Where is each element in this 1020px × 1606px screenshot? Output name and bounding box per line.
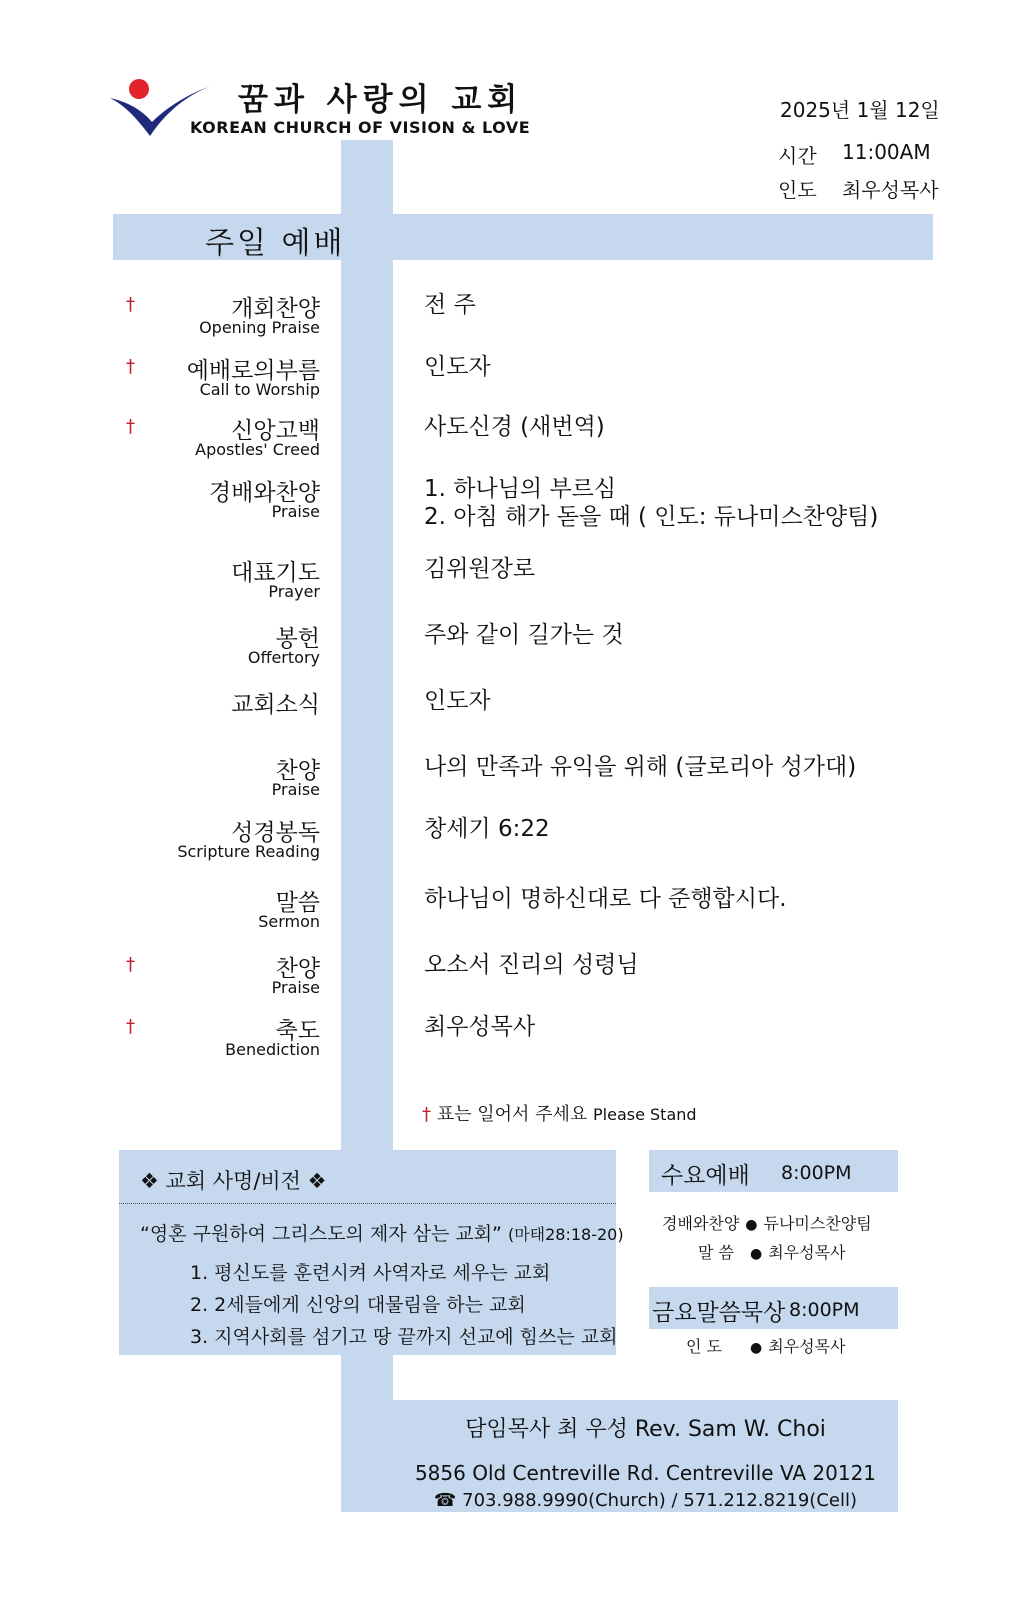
item-title-ko: 신앙고백 [231, 418, 320, 444]
stand-cross-icon: † [126, 294, 135, 315]
church-name-korean: 꿈과 사랑의 교회 [238, 82, 524, 118]
stand-cross-icon: † [126, 356, 135, 377]
item-title-ko: 예배로의부름 [186, 358, 320, 384]
item-title-ko: 개회찬양 [231, 296, 320, 322]
stand-cross-icon: † [126, 954, 135, 975]
church-phone: ☎ 703.988.9990(Church) / 571.212.8219(Cell) [433, 1490, 857, 1511]
item-value: 주와 같이 길가는 것 [424, 622, 624, 648]
item-title-ko: 경배와찬양 [208, 480, 320, 506]
stand-note-ko: 표는 일어서 주세요 [436, 1104, 588, 1125]
item-value: 오소서 진리의 성령님 [424, 952, 639, 978]
item-title-en: Opening Praise [199, 318, 320, 337]
mission-quote [140, 1219, 624, 1246]
item-title-ko: 축도 [275, 1018, 320, 1044]
item-title-en: Praise [271, 780, 320, 799]
item-title-en: Sermon [258, 912, 320, 931]
stand-cross-icon: † [126, 416, 135, 437]
stand-cross-icon: † [126, 1016, 135, 1037]
church-name-english: KOREAN CHURCH OF VISION & LOVE [190, 118, 531, 137]
friday-row-label: 인 도 [686, 1337, 722, 1356]
mission-item: 2. 2세들에게 신앙의 대물림을 하는 교회 [190, 1294, 526, 1316]
item-title-ko: 교회소식 [231, 692, 320, 718]
item-title-ko: 대표기도 [231, 560, 320, 586]
item-title-en: Praise [271, 502, 320, 521]
service-title: 주일 예배 [205, 226, 346, 261]
wednesday-row-value: 듀나미스찬양팀 [763, 1214, 872, 1233]
item-title-ko: 찬양 [275, 758, 320, 784]
service-date: 2025년 1월 12일 [780, 98, 940, 122]
wednesday-time: 8:00PM [781, 1162, 852, 1184]
friday-row [686, 1334, 846, 1357]
stand-cross-icon: † [422, 1104, 431, 1125]
wednesday-row [662, 1211, 872, 1234]
item-value: 전 주 [424, 292, 476, 318]
church-address: 5856 Old Centreville Rd. Centreville VA 20121 [414, 1461, 877, 1485]
leader-value: 최우성목사 [842, 178, 939, 202]
bullet-icon: ● [745, 1217, 758, 1233]
item-title-ko: 봉헌 [275, 626, 320, 652]
item-value: 1. 하나님의 부르심 [424, 476, 617, 502]
wednesday-row [698, 1240, 846, 1263]
item-title-en: Benediction [225, 1040, 320, 1059]
item-value: 인도자 [424, 354, 491, 380]
leader-label: 인도 [778, 178, 817, 202]
mission-quote-text: “영혼 구원하여 그리스도의 제자 삼는 교회” [140, 1223, 502, 1245]
wednesday-row-label: 경배와찬양 [662, 1214, 740, 1233]
bullet-icon: ● [750, 1246, 763, 1262]
item-value: 사도신경 (새번역) [424, 414, 605, 440]
wednesday-row-value: 최우성목사 [768, 1243, 846, 1262]
item-title-en: Scripture Reading [177, 842, 320, 861]
mission-quote-reference: (마태28:18-20) [507, 1225, 624, 1244]
friday-title: 금요말씀묵상 [652, 1300, 786, 1326]
mission-item: 3. 지역사회를 섬기고 땅 끝까지 선교에 힘쓰는 교회 [190, 1326, 618, 1348]
item-value: 김위원장로 [424, 556, 536, 582]
item-value-2: 2. 아침 해가 돋을 때 ( 인도: 듀나미스찬양팀) [424, 504, 879, 530]
stand-note-en: Please Stand [593, 1105, 697, 1124]
item-title-en: Prayer [268, 582, 320, 601]
item-title-ko: 찬양 [275, 956, 320, 982]
item-value: 인도자 [424, 688, 491, 714]
item-value: 최우성목사 [424, 1014, 536, 1040]
friday-time: 8:00PM [789, 1299, 860, 1321]
item-value: 하나님이 명하신대로 다 준행합시다. [424, 886, 787, 912]
mission-item: 1. 평신도를 훈련시켜 사역자로 세우는 교회 [190, 1262, 551, 1284]
item-value: 나의 만족과 유익을 위해 (글로리아 성가대) [424, 754, 857, 780]
item-value: 창세기 6:22 [424, 816, 550, 842]
friday-row-value: 최우성목사 [768, 1337, 846, 1356]
mission-divider [119, 1203, 616, 1204]
stand-note [422, 1100, 697, 1126]
item-title-ko: 성경봉독 [231, 820, 320, 846]
item-title-en: Call to Worship [199, 380, 320, 399]
wednesday-title: 수요예배 [661, 1163, 750, 1189]
time-value: 11:00AM [842, 140, 931, 164]
item-title-en: Praise [271, 978, 320, 997]
item-title-ko: 말씀 [275, 890, 320, 916]
wednesday-row-label: 말 씀 [698, 1243, 734, 1262]
pastor-name: 담임목사 최 우성 Rev. Sam W. Choi [465, 1417, 826, 1442]
time-label: 시간 [778, 144, 817, 168]
bullet-icon: ● [750, 1340, 763, 1356]
item-title-en: Offertory [247, 648, 320, 667]
mission-heading: ❖ 교회 사명/비전 ❖ [140, 1169, 327, 1193]
item-title-en: Apostles' Creed [195, 440, 320, 459]
